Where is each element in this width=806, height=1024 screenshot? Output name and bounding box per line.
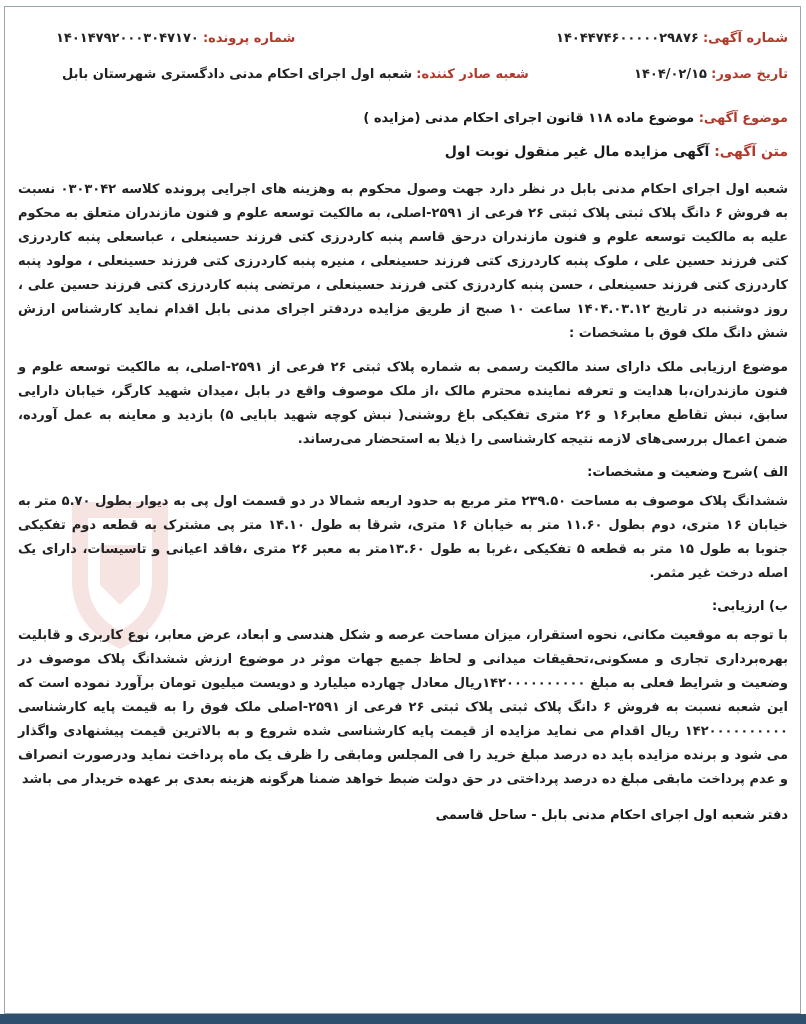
notice-title-text: آگهی مزایده مال غیر منقول نوبت اول — [444, 144, 710, 160]
notice-subject — [18, 110, 788, 128]
notice-number-value: ۱۴۰۴۴۷۴۶۰۰۰۰۰۲۹۸۷۶ — [556, 31, 699, 46]
paragraph-auction-intro: شعبه اول اجرای احکام مدنی بابل در نظر دارد جهت وصول محکوم به وهزینه های اجرایی پرونده کلاسه ۰۳۰۳۰۴۲ نسبت به فروش ۶ دانگ پلاک ثبتی پلاک ثبتی ۲۶ فرعی از ۲۵۹۱-اصلی، به مالکیت توسعه علوم و فنون مازندران متعلق به محکوم علیه به مالکیت توسعه علوم و فنون مازندران درحق قاسم پنبه کاردرزی کتی فرزند حسینعلی ، عباسعلی پنبه کاردرزی کتی فرزند حسین علی ، ملوک پنبه کاردرزی کتی فرزند حسینعلی ، منیره پنبه کاردرزی کتی فرزند حسینعلی ، مولود پنبه کاردرزی کتی فرزند حسینعلی ، حسن پنبه کاردرزی کتی فرزند حسینعلی ، مرتضی پنبه کاردرزی کتی فرزند حسین علی ، روز دوشنبه در تاریخ ۱۴۰۴.۰۳.۱۲ ساعت ۱۰ صبح از طریق مزایده دردفتر اجرای مدنی بابل اقدام نماید کارشناس ارزش شش دانگ ملک فوق با مشخصات : — [18, 182, 789, 341]
section-b-title: ب) ارزیابی: — [712, 599, 788, 614]
subject-label: موضوع آگهی: — [698, 111, 788, 126]
paragraph-valuation: با توجه به موقعیت مکانی، نحوه استقرار، میزان مساحت عرصه و شکل هندسی و ابعاد، عرض معابر، نوع کاربری و قابلیت بهره‌برداری تجاری و مسکونی،تحقیقات میدانی و لحاظ جمیع جهات موثر در موضوع ارزش ششدانگ پلاک موصوف در وضعیت و شرایط فعلی به مبلغ ۱۴۲۰۰۰۰۰۰۰۰۰۰ریال معادل چهارده میلیارد و دویست میلیون تومان برآورد نموده است که این شعبه نسبت به فروش ۶ دانگ پلاک ثبتی پلاک ثبتی ۲۶ فرعی از ۲۵۹۱-اصلی ملک فوق را به قیمت پایه کارشناسی ۱۴۲۰۰۰۰۰۰۰۰۰۰ ریال اقدام می نماید مزایده از قیمت پایه کارشناسی شده شروع و به بالاترین قیمت پیشنهادی واگذار می شود و برنده مزایده باید ده درصد مبلغ خرید را فی المجلس ومابقی را ظرف یک ماه پرداخت نماید ودرصورت انصراف و عدم پرداخت مابقی مبلغ ده درصد پرداختی در حق دولت ضبط خواهد ضمنا هرگونه هزینه بعدی بر عهده خریدار می باشد — [18, 628, 789, 787]
case-number-value: ۱۴۰۱۴۷۹۲۰۰۰۳۰۴۷۱۷۰ — [56, 31, 199, 46]
section-a-title: الف )شرح وضعیت و مشخصات: — [587, 465, 788, 480]
notice-document — [18, 30, 788, 826]
issue-date-label: تاریخ صدور: — [711, 67, 788, 82]
notice-number-label: شماره آگهی: — [702, 31, 788, 46]
notice-number-field — [556, 30, 788, 48]
paragraph-property-description: ششدانگ پلاک موصوف به مساحت ۲۳۹.۵۰ متر مربع به حدود اربعه شمالا در دو قسمت اول پی به دیوار بطول ۵.۷۰ متر به خیابان ۱۶ متری، دوم بطول ۱۱.۶۰ متر به خیابان ۱۶ متری، شرقا به طول ۱۴.۱۰ متر پی مشترک به قطعه دوم تفکیکی جنوبا به طول ۱۵ متر به قطعه ۵ تفکیکی ،غربا به طول ۱۳.۶۰متر به معبر ۲۶ متری ،فاقد اعیانی و تاسیسات، دارای یک اصله درخت غیر مثمر. — [18, 494, 788, 581]
signature-line: دفتر شعبه اول اجرای احکام مدنی بابل - ساحل قاسمی — [435, 808, 788, 823]
header-row-2 — [18, 66, 788, 84]
paragraph-appraisal-subject: موضوع ارزیابی ملک دارای سند مالکیت رسمی به شماره پلاک ثبتی ۲۶ فرعی از ۲۵۹۱-اصلی، به مالکیت توسعه علوم و فنون مازندران،با هدایت و تعرفه نماینده محترم مالک ،از ملک موصوف واقع در بابل ،میدان شهید کارگر، خیابان دارایی سابق، نبش تقاطع معابر۱۶ و ۲۶ متری تفکیکی باغ روشنی( نبش کوچه شهید بابایی ۵) بازدید و معاینه به عمل آورده، ضمن اعمال بررسی‌های لازمه نتیجه کارشناسی را ذیلا به استحضار می‌رساند. — [18, 360, 788, 447]
issue-date-value: ۱۴۰۴/۰۲/۱۵ — [634, 67, 707, 82]
case-number-label: شماره پرونده: — [202, 31, 296, 46]
subject-text: موضوع ماده ۱۱۸ قانون اجرای احکام مدنی (مزایده ) — [363, 111, 695, 126]
issuer-value: شعبه اول اجرای احکام مدنی دادگستری شهرستان بابل — [62, 67, 413, 82]
notice-title — [18, 142, 788, 162]
issuer-field — [62, 66, 529, 84]
case-number-field — [56, 30, 295, 48]
issue-date-field — [634, 66, 788, 84]
header-row-1 — [18, 30, 788, 48]
notice-label: متن آگهی: — [714, 144, 788, 160]
bottom-bar — [0, 1014, 806, 1024]
issuer-label: شعبه صادر کننده: — [416, 67, 529, 82]
